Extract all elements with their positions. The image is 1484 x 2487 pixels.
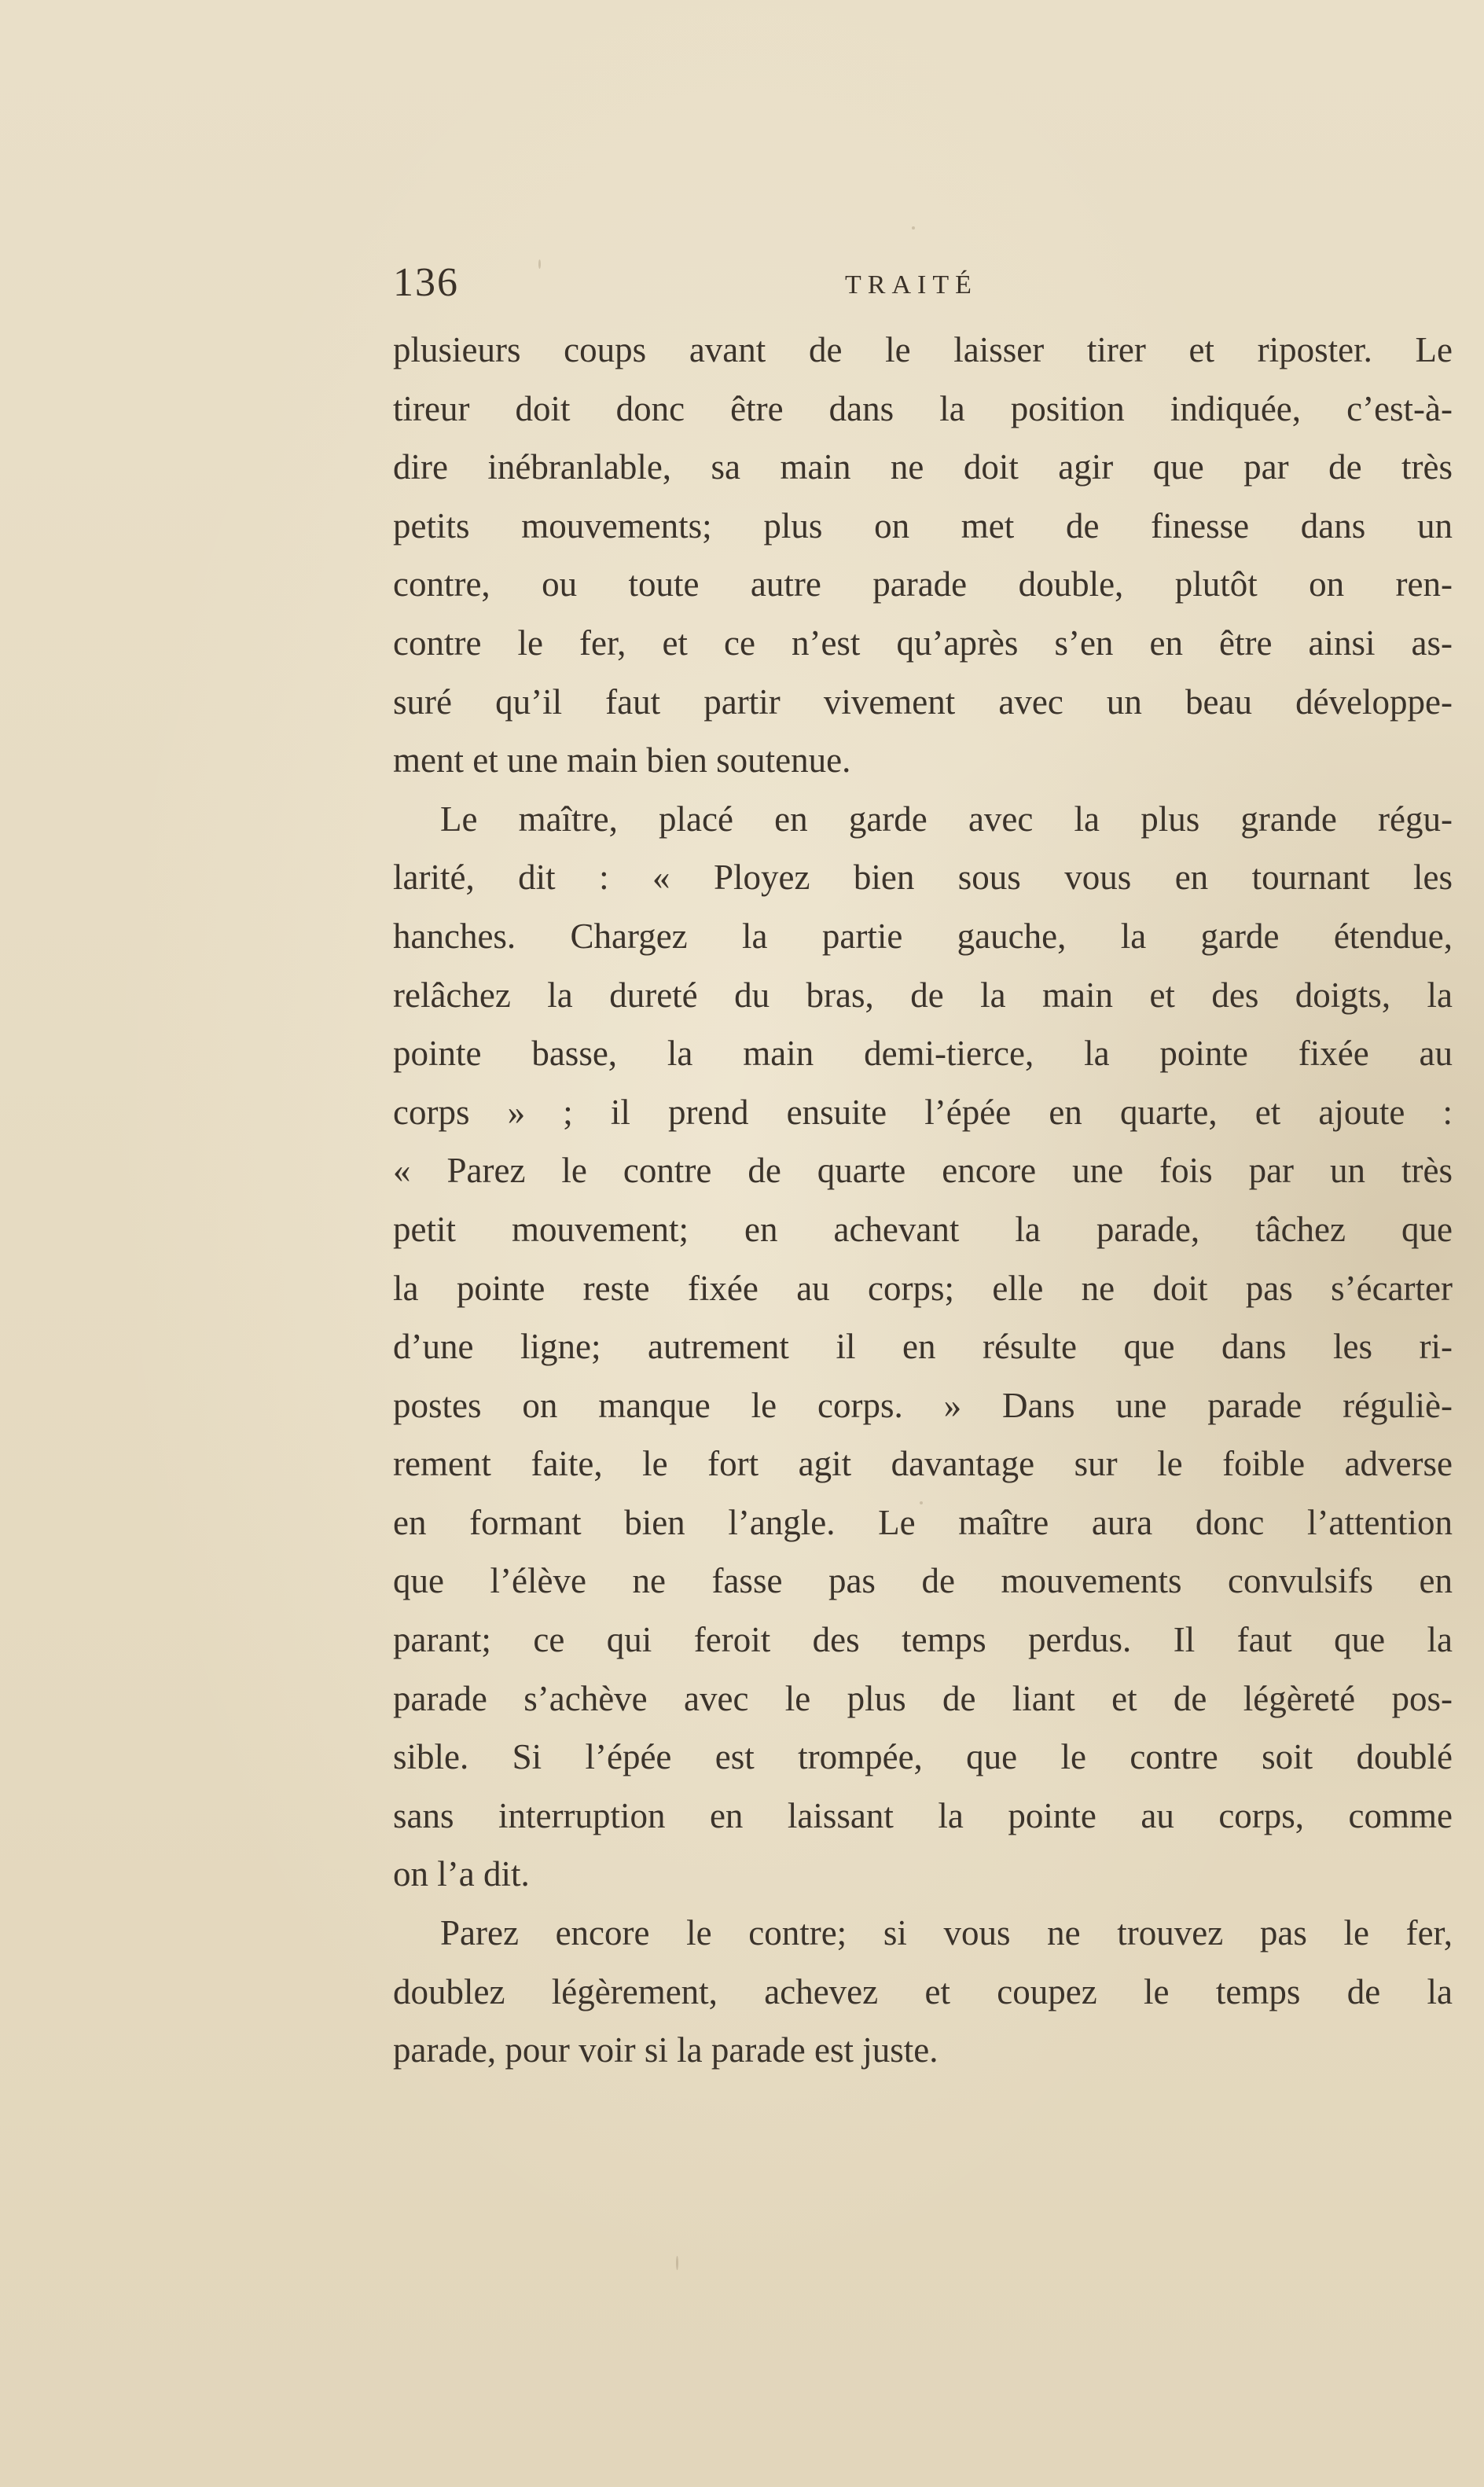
text-line: dire inébranlable, sa main ne doit agir que par de très [393, 447, 1453, 487]
text-line: larité, dit : « Ployez bien sous vous en tournant les [393, 858, 1453, 898]
text-line: Parez encore le contre; si vous ne trouvez pas le fer, [440, 1913, 1453, 1953]
text-line: contre, ou toute autre parade double, plutôt on ren- [393, 564, 1453, 604]
text-line: sans interruption en laissant la pointe au corps, comme [393, 1795, 1453, 1835]
text-line: relâchez la dureté du bras, de la main et des doigts, la [393, 975, 1453, 1015]
text-line: postes on manque le corps. » Dans une parade réguliè- [393, 1385, 1453, 1425]
text-line: « Parez le contre de quarte encore une fois par un très [393, 1151, 1453, 1191]
text-line: rement faite, le fort agit davantage sur le foible adverse [393, 1444, 1453, 1484]
text-line: ment et une main bien soutenue. [393, 740, 851, 781]
text-line: hanches. Chargez la partie gauche, la garde étendue, [393, 916, 1453, 956]
text-line: que l’élève ne fasse pas de mouvements convulsifs en [393, 1561, 1453, 1601]
text-line: petits mouvements; plus on met de finesse dans un [393, 505, 1453, 546]
text-line: pointe basse, la main demi-tierce, la pointe fixée au [393, 1034, 1453, 1074]
text-line: parade, pour voir si la parade est juste. [393, 2030, 939, 2070]
body-text [393, 321, 1453, 2080]
text-line: petit mouvement; en achevant la parade, tâchez que [393, 1209, 1453, 1249]
text-line: on l’a dit. [393, 1854, 530, 1894]
text-line: d’une ligne; autrement il en résulte que dans les ri- [393, 1327, 1453, 1367]
text-line: plusieurs coups avant de le laisser tirer et riposter. Le [393, 330, 1453, 369]
text-line: doublez légèrement, achevez et coupez le temps de la [393, 1971, 1453, 2011]
text-line: la pointe reste fixée au corps; elle ne doit pas s’écarter [393, 1268, 1453, 1308]
text-line: sible. Si l’épée est trompée, que le contre soit doublé [393, 1737, 1453, 1777]
text-line: tireur doit donc être dans la position indiquée, c’est-à- [393, 388, 1453, 428]
text-line: Le maître, placé en garde avec la plus grande régu- [440, 799, 1453, 839]
text-line: corps » ; il prend ensuite l’épée en quarte, et ajoute : [393, 1092, 1453, 1132]
running-head: TRAITÉ [845, 270, 978, 299]
paper-speck [676, 2256, 678, 2270]
page-header [393, 259, 1006, 322]
text-line: parant; ce qui feroit des temps perdus. Il faut que la [393, 1620, 1453, 1660]
text-line: suré qu’il faut partir vivement avec un beau développe- [393, 681, 1453, 722]
paper-speck [912, 226, 915, 230]
text-line: contre le fer, et ce n’est qu’après s’en en être ainsi as- [393, 623, 1453, 663]
text-line: parade s’achève avec le plus de liant et de légèreté pos- [393, 1678, 1453, 1718]
text-line: en formant bien l’angle. Le maître aura donc l’attention [393, 1502, 1453, 1542]
page-number: 136 [393, 260, 459, 305]
